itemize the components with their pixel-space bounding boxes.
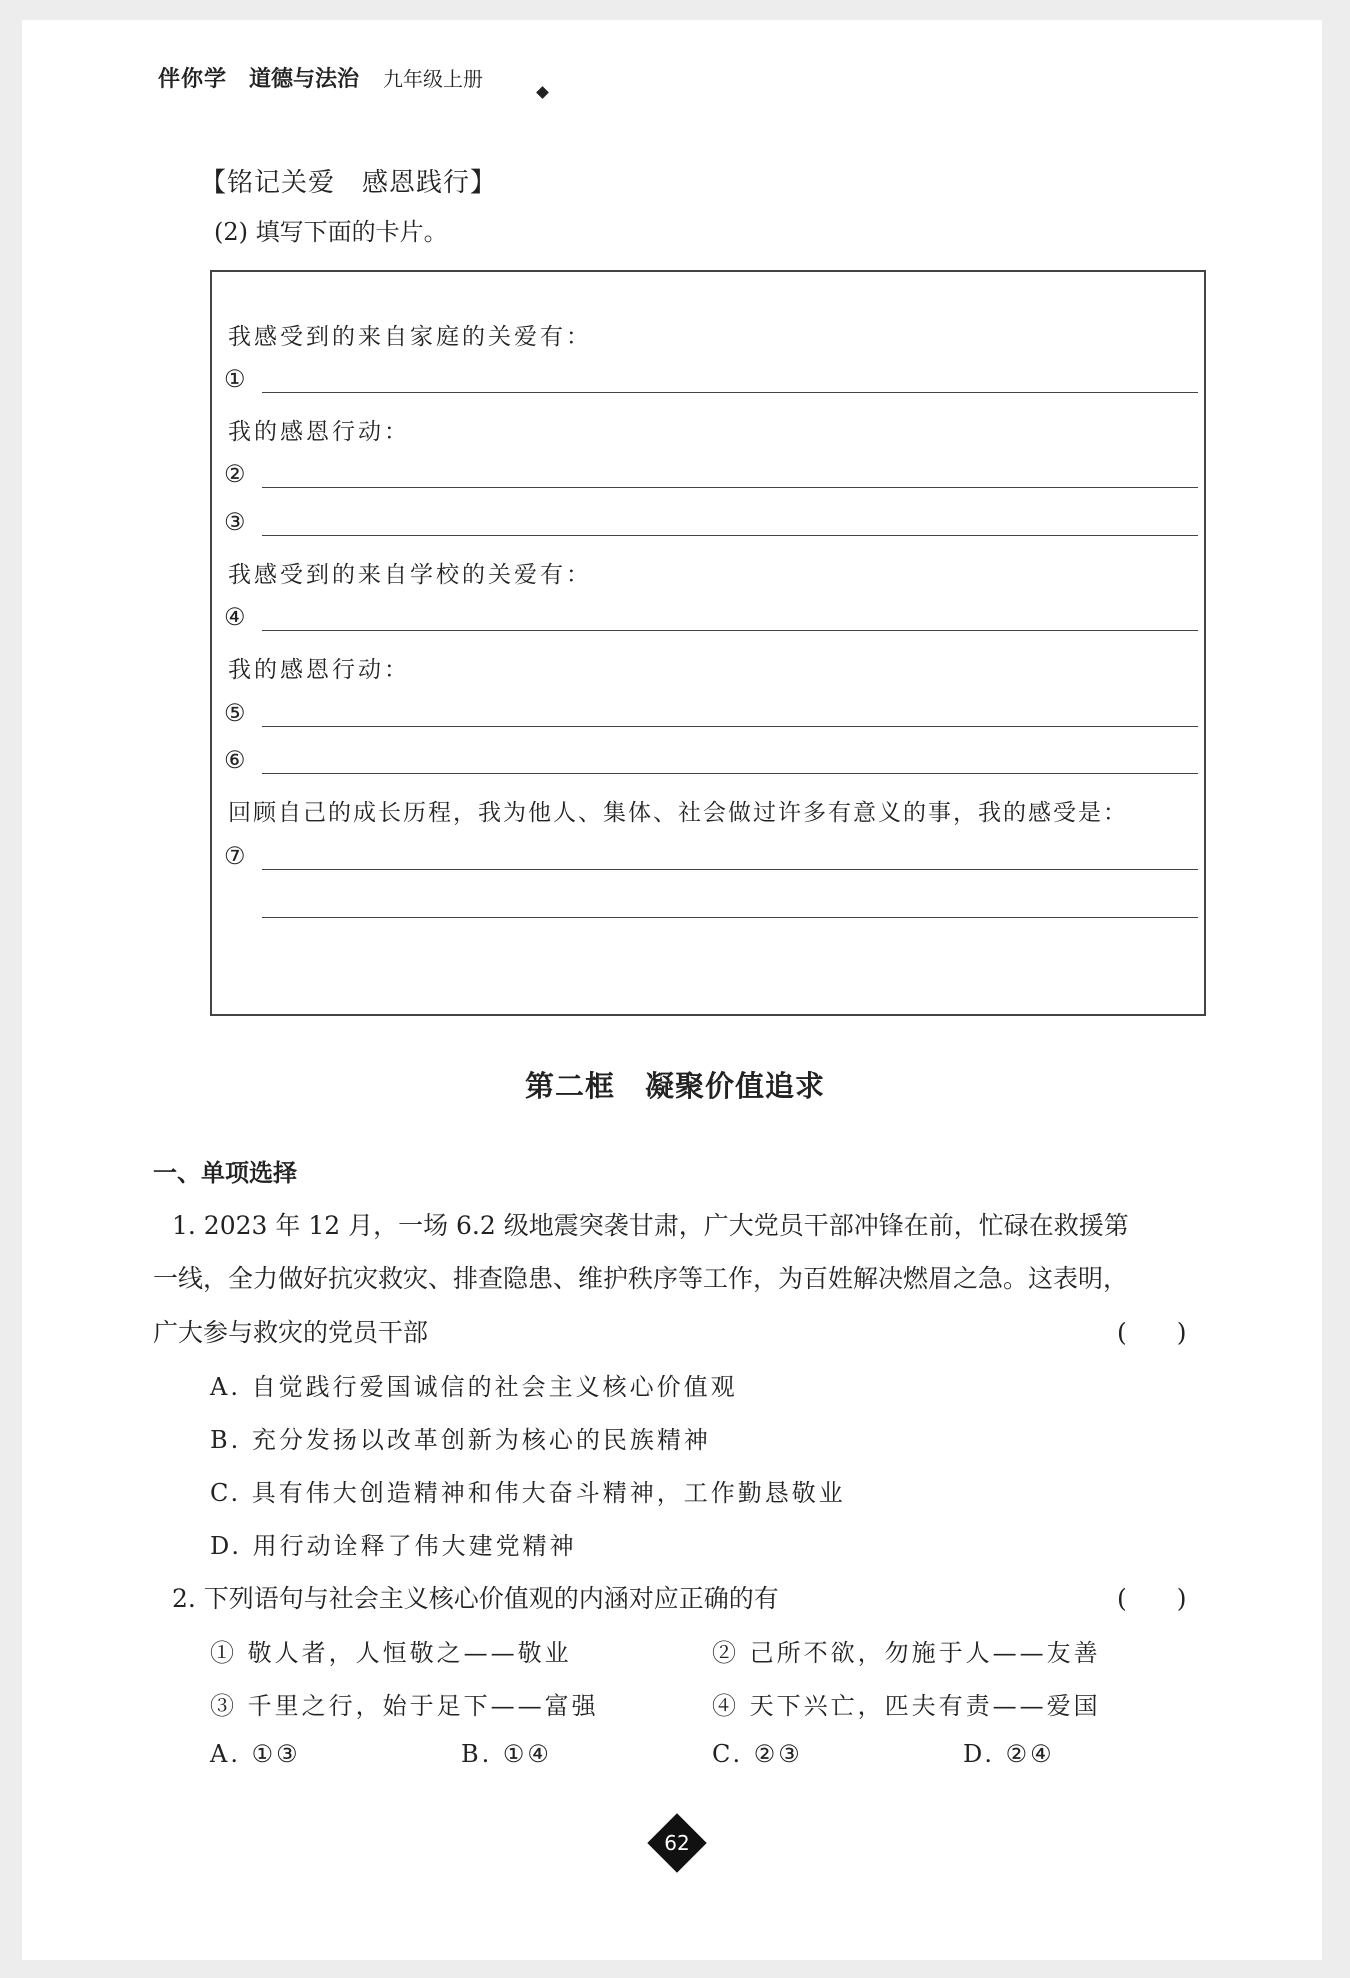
question-1-option-a[interactable]: A. 自觉践行爱国诚信的社会主义核心价值观 [210, 1373, 738, 1401]
question-2-answer-bracket[interactable]: ( ) [1117, 1584, 1187, 1613]
part-title: 一、单项选择 [153, 1159, 297, 1187]
answer-line-6[interactable] [262, 752, 1198, 774]
question-2-option-b[interactable]: B. ①④ [461, 1740, 552, 1768]
question-2-option-a[interactable]: A. ①③ [210, 1740, 301, 1768]
answer-line-2[interactable] [262, 466, 1198, 488]
blank-marker-4: ④ [224, 603, 246, 631]
question-2-stem: 2. 下列语句与社会主义核心价值观的内涵对应正确的有 [172, 1584, 779, 1613]
question-1-stem-line-3: 广大参与救灾的党员干部 [153, 1318, 429, 1347]
answer-line-5[interactable] [262, 705, 1198, 727]
page-number: 62 [664, 1831, 690, 1855]
question-2-statement-3: ③ 千里之行，始于足下——富强 [210, 1692, 599, 1720]
subject-name: 道德与法治 [249, 67, 360, 92]
blank-marker-7: ⑦ [224, 842, 246, 870]
book-name: 伴你学 [158, 67, 228, 92]
answer-line-3[interactable] [262, 514, 1198, 536]
answer-line-1[interactable] [262, 371, 1198, 393]
section-subheading: (2) 填写下面的卡片。 [214, 218, 448, 246]
answer-line-7[interactable] [262, 848, 1198, 870]
question-2-statement-2: ② 己所不欲，勿施于人——友善 [712, 1639, 1101, 1667]
blank-marker-1: ① [224, 365, 246, 393]
school-love-label: 我感受到的来自学校的关爱有： [228, 562, 592, 588]
question-1-option-c[interactable]: C. 具有伟大创造精神和伟大奋斗精神，工作勤恳敬业 [210, 1479, 846, 1507]
frame-title: 第二框 凝聚价值追求 [524, 1069, 825, 1103]
question-1-answer-bracket[interactable]: ( ) [1117, 1318, 1187, 1347]
question-2-statement-4: ④ 天下兴亡，匹夫有责——爱国 [712, 1692, 1101, 1720]
question-2-option-c[interactable]: C. ②③ [712, 1740, 803, 1768]
question-1-stem-line-1: 1. 2023 年 12 月，一场 6.2 级地震突袭甘肃，广大党员干部冲锋在前，忙碌在救援第 [172, 1211, 1129, 1240]
blank-marker-6: ⑥ [224, 746, 246, 774]
family-love-label: 我感受到的来自家庭的关爱有： [228, 324, 592, 350]
question-2-option-d[interactable]: D. ②④ [963, 1740, 1055, 1768]
answer-line-4[interactable] [262, 609, 1198, 631]
running-header [158, 62, 483, 93]
question-1-stem-line-2: 一线，全力做好抗灾救灾、排查隐患、维护秩序等工作，为百姓解决燃眉之急。这表明， [153, 1264, 1129, 1293]
grade-label: 九年级上册 [383, 67, 484, 91]
blank-marker-3: ③ [224, 508, 246, 536]
gratitude-action-label-2: 我的感恩行动： [228, 657, 410, 683]
question-2-statement-1: ① 敬人者，人恒敬之——敬业 [210, 1639, 572, 1667]
gratitude-card [210, 270, 1206, 1016]
question-1-option-b[interactable]: B. 充分发扬以改革创新为核心的民族精神 [210, 1426, 711, 1454]
gratitude-action-label-1: 我的感恩行动： [228, 419, 410, 445]
answer-line-8[interactable] [262, 896, 1198, 918]
reflection-label: 回顾自己的成长历程，我为他人、集体、社会做过许多有意义的事，我的感受是： [228, 800, 1128, 826]
blank-marker-2: ② [224, 460, 246, 488]
question-1-option-d[interactable]: D. 用行动诠释了伟大建党精神 [210, 1532, 577, 1560]
section-heading: 【铭记关爱 感恩践行】 [200, 168, 498, 198]
blank-marker-5: ⑤ [224, 699, 246, 727]
